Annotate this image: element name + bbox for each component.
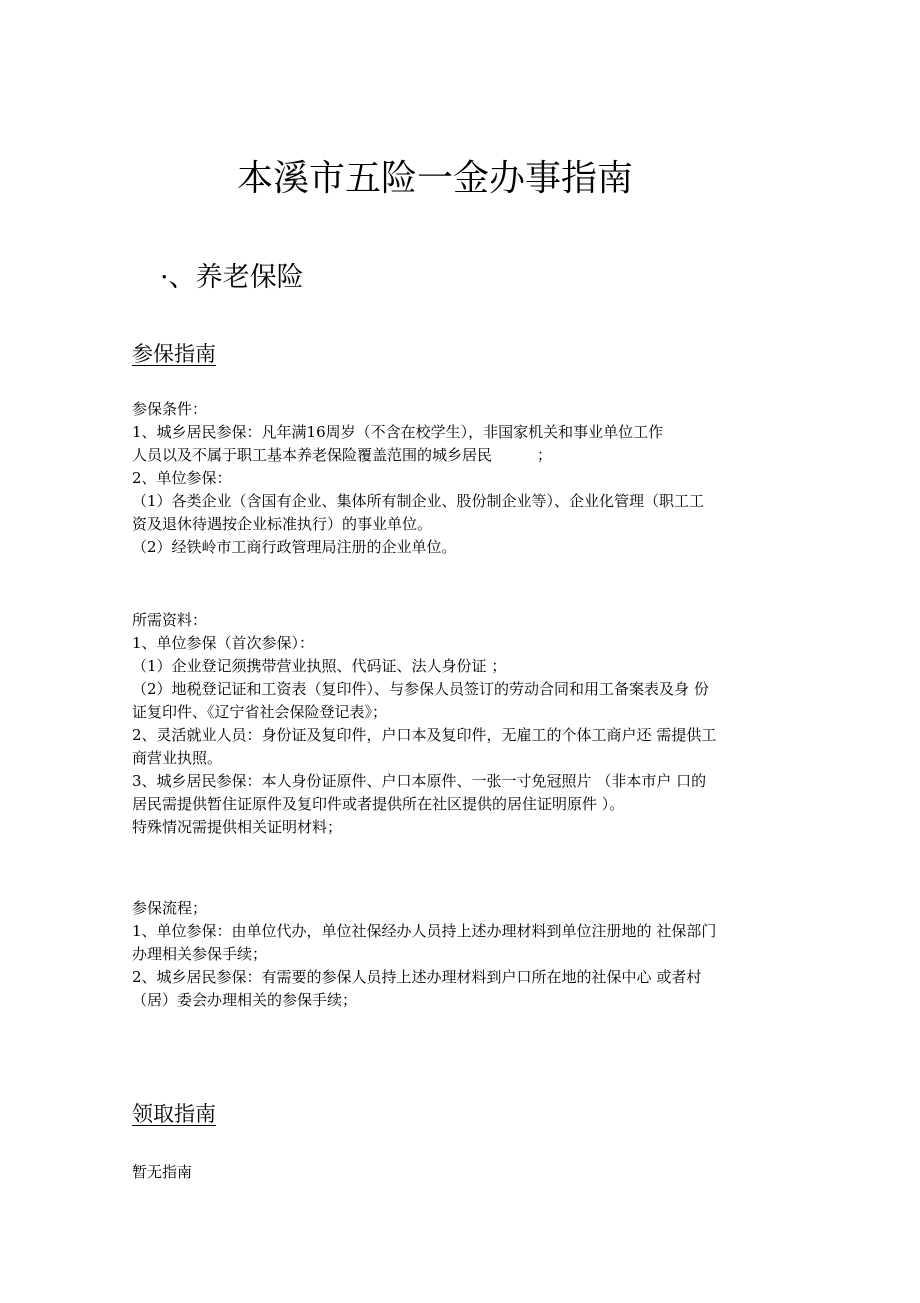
process-line: 办理相关参保手续； <box>132 945 268 963</box>
materials-line: 证复印件、《辽宁省社会保险登记表》； <box>132 703 388 721</box>
materials-line: （2）地税登记证和工资表（复印件）、与参保人员签订的劳动合同和用工备案表及身 份 <box>132 680 709 698</box>
page-title: 本溪市五险一金办事指南 <box>236 158 633 199</box>
materials-line: 居民需提供暂住证原件及复印件或者提供所在社区提供的居住证明原件 ）。 <box>132 795 625 813</box>
process-line: （居）委会办理相关的参保手续； <box>132 991 358 1009</box>
materials-line: 特殊情况需提供相关证明材料； <box>132 818 343 836</box>
conditions-line: （2）经铁岭市工商行政管理局注册的企业单位。 <box>132 538 457 556</box>
conditions-line: 人员以及不属于职工基本养老保险覆盖范围的城乡居民 ； <box>132 446 553 464</box>
process-label: 参保流程； <box>132 899 208 917</box>
materials-label: 所需资料： <box>132 611 208 629</box>
materials-line: 3、城乡居民参保：本人身份证原件、户口本原件、一张一寸免冠照片 （非本市户 口的 <box>132 772 707 790</box>
section-heading-pension: ·、养老保险 <box>160 262 304 293</box>
materials-line: 商营业执照。 <box>132 749 223 767</box>
claim-guide-text: 暂无指南 <box>132 1163 193 1181</box>
conditions-line: 资及退休待遇按企业标准执行）的事业单位。 <box>132 515 433 533</box>
materials-line: （1）企业登记须携带营业执照、代码证、法人身份证 ； <box>132 657 507 675</box>
conditions-line: （1）各类企业（含国有企业、集体所有制企业、股份制企业等）、企业化管理（职工工 <box>132 492 705 510</box>
process-line: 2、城乡居民参保：有需要的参保人员持上述办理材料到户口所在地的社保中心 或者村 <box>132 968 702 986</box>
conditions-label: 参保条件： <box>132 400 208 418</box>
enroll-guide-heading: 参保指南 <box>132 342 216 366</box>
process-line: 1、单位参保：由单位代办，单位社保经办人员持上述办理材料到单位注册地的 社保部门 <box>132 922 717 940</box>
materials-line: 2、灵活就业人员：身份证及复印件，户口本及复印件，无雇工的个体工商户还 需提供工 <box>132 726 717 744</box>
conditions-line: 2、单位参保： <box>132 469 232 487</box>
claim-guide-heading: 领取指南 <box>132 1102 216 1126</box>
materials-line: 1、单位参保（首次参保）： <box>132 634 315 652</box>
conditions-line: 1、城乡居民参保：凡年满16周岁（不含在校学生），非国家机关和事业单位工作 <box>132 423 664 441</box>
